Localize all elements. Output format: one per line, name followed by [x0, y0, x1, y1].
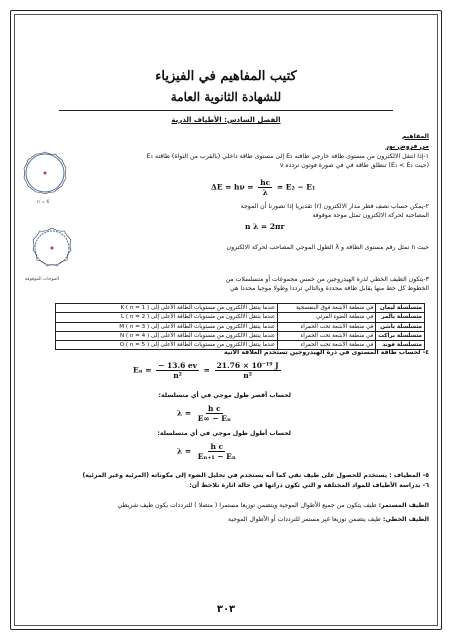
series-table — [55, 303, 425, 350]
point-4: ٤- لحساب طاقة المستوى في ذرة الهيدروجين تستخدم العلاقة الآتية — [223, 349, 429, 356]
level-energy-den-2: n² — [243, 371, 253, 380]
series-region-cell: في منطقة الضوء المرئي — [278, 313, 376, 322]
series-row — [56, 322, 425, 331]
point-3-line-2: الخطوط كل خط منها يقابل طاقة محددة وبالتالي ترددا وطولا موجيا محددا هي — [229, 285, 429, 292]
concepts-heading: المفاهيم — [401, 133, 429, 140]
energy-equation — [211, 178, 315, 197]
series-name-cell: متسلسلة بالمر — [376, 313, 425, 322]
series-desc-cell: عندما ينتقل الالكترون من مستويات الطاقة الأعلى إلى K ( n = 1 ) — [56, 304, 278, 313]
shortest-den: E∞ − Eₙ — [197, 414, 231, 423]
point-2-line-1: ٢-يمكن حساب نصف قطر مدار الالكترون (r) تقديريا إذا تصورنا أن الموجة — [240, 203, 429, 210]
point-2-line-2: المصاحبة لحركة الالكترون تمثل موجة موقوفة — [312, 212, 429, 219]
level-energy-num-1: − 13.6 ev — [158, 361, 198, 370]
point-1-line-2: (حيث E₁ < E₂) تنطلق طاقة في في صورة فوتون تردده ν — [279, 162, 429, 169]
energy-equation-rhs: = E₂ − E₁ — [276, 182, 316, 192]
series-name-cell: متسلسلة براكت — [376, 331, 425, 340]
series-row — [56, 304, 425, 313]
page-header — [11, 69, 441, 104]
level-energy-num-2: 21.76 × 10⁻¹⁹ J — [216, 361, 279, 370]
longest-wavelength-equation — [177, 442, 240, 461]
continuous-spectrum-label: الطيف المستمر: — [378, 502, 429, 509]
book-subtitle: للشهادة الثانوية العامة — [170, 90, 282, 104]
series-region-cell: في منطقة الأشعة تحت الحمراء — [278, 331, 376, 340]
book-title: كتيب المفاهيم في الفيزياء — [155, 69, 297, 84]
shortest-num: h c — [208, 404, 221, 413]
point-3-line-1: ٣-يتكون الطيف الخطي لذرة الهيدروجين من خمس مجموعات أو متسلسلات من — [225, 276, 429, 283]
standing-wave-figure — [27, 223, 77, 273]
header-divider — [59, 110, 393, 111]
page-number: ٣٠٣ — [216, 604, 236, 615]
series-region-cell: في منطقة الأشعة فوق البنفسجية — [278, 304, 376, 313]
longest-den: Eₙ₊₁ − Eₙ — [197, 452, 236, 461]
series-desc-cell: عندما ينتقل الالكترون من مستويات الطاقة الأعلى إلى M ( n = 3 ) — [56, 322, 278, 331]
series-name-cell: متسلسلة باشن — [376, 322, 425, 331]
longest-fraction — [196, 442, 238, 461]
figure-1-caption: n = 6 — [37, 200, 50, 205]
bohr-heading: من فروض بور — [385, 143, 429, 150]
shortest-wavelength-label: لحساب أقصر طول موجي في أي متسلسلة: — [158, 392, 291, 399]
point-1-line-1: ١-إذا انتقل الالكترون من مستوى طاقة خارجي طاقته E₂ إلى مستوى طاقة داخلي (بالقرب من النواة) طاقته E₁ — [146, 153, 429, 160]
series-desc-cell: عندما ينتقل الالكترون من مستويات الطاقة الأعلى إلى N ( n = 4 ) — [56, 331, 278, 340]
level-energy-fraction-2 — [215, 361, 281, 380]
level-energy-den-1: n² — [173, 371, 182, 380]
energy-equation-den: λ — [262, 188, 268, 197]
point-5: ٥- المطياف : يستخدم للحصول على طيف نقي كما أنه يستخدم في تحليل الضوء إلى مكوناته (المرئية وغير المرئية) — [82, 472, 429, 479]
continuous-spectrum-text: طيف يتكون من جميع الأطوال الموجية ويتضمن توزيعا مستمرا ( متصلا ) للترددات يكون طيف شريطي — [117, 502, 377, 509]
page-frame — [10, 10, 442, 630]
shortest-lambda: λ = — [177, 408, 192, 418]
energy-equation-num: hc — [260, 178, 271, 187]
series-name-cell: متسلسلة فوند — [376, 341, 425, 350]
energy-equation-fraction — [258, 178, 272, 197]
series-row — [56, 313, 425, 322]
line-spectrum-label: الطيف الخطي: — [382, 516, 429, 523]
level-energy-fraction-1 — [156, 361, 199, 380]
point-2-where: حيث n تمثل رقم مستوى الطاقة و λ الطول الموجي المصاحب لحركة الالكترون — [226, 244, 429, 251]
point-6: ٦- بدراسة الأطياف للمواد المختلفة و التي تكون ذراتها في حالة اثارة نلاحظ أن: — [189, 482, 429, 489]
line-spectrum-text: طيف يتضمن توزيعا غير مستمر للترددات أو الأطوال الموجية — [228, 516, 381, 523]
series-desc-cell: عندما ينتقل الالكترون من مستويات الطاقة الأعلى إلى O ( n = 5 ) — [56, 341, 278, 350]
longest-wavelength-label: لحساب أطول طول موجي في أي متسلسلة: — [157, 430, 291, 437]
series-desc-cell: عندما ينتقل الالكترون من مستويات الطاقة الأعلى إلى L ( n = 2 ) — [56, 313, 278, 322]
line-spectrum — [228, 515, 429, 524]
shortest-wavelength-equation — [177, 404, 235, 423]
series-region-cell: في منطقة الأشعة تحت الحمراء — [278, 322, 376, 331]
level-energy-equals: = — [203, 365, 210, 375]
orbit-figure — [21, 149, 69, 197]
longest-lambda: λ = — [177, 446, 192, 456]
radius-equation: n λ = 2πr — [245, 222, 285, 231]
chapter-title: الفصل السادس: الأطياف الذرية — [171, 116, 281, 124]
shortest-fraction — [196, 404, 233, 423]
energy-equation-lhs: ΔE = hν = — [211, 182, 254, 192]
series-row — [56, 331, 425, 340]
level-energy-equation — [133, 361, 283, 380]
series-name-cell: متسلسلة ليمان — [376, 304, 425, 313]
continuous-spectrum — [117, 501, 429, 510]
figure-2-caption: الموجات الموقوفة — [25, 277, 59, 282]
level-energy-lhs: Eₙ = — [133, 365, 152, 375]
longest-num: h c — [210, 442, 224, 451]
series-region-cell: في منطقة الأشعة تحت الحمراء — [278, 341, 376, 350]
